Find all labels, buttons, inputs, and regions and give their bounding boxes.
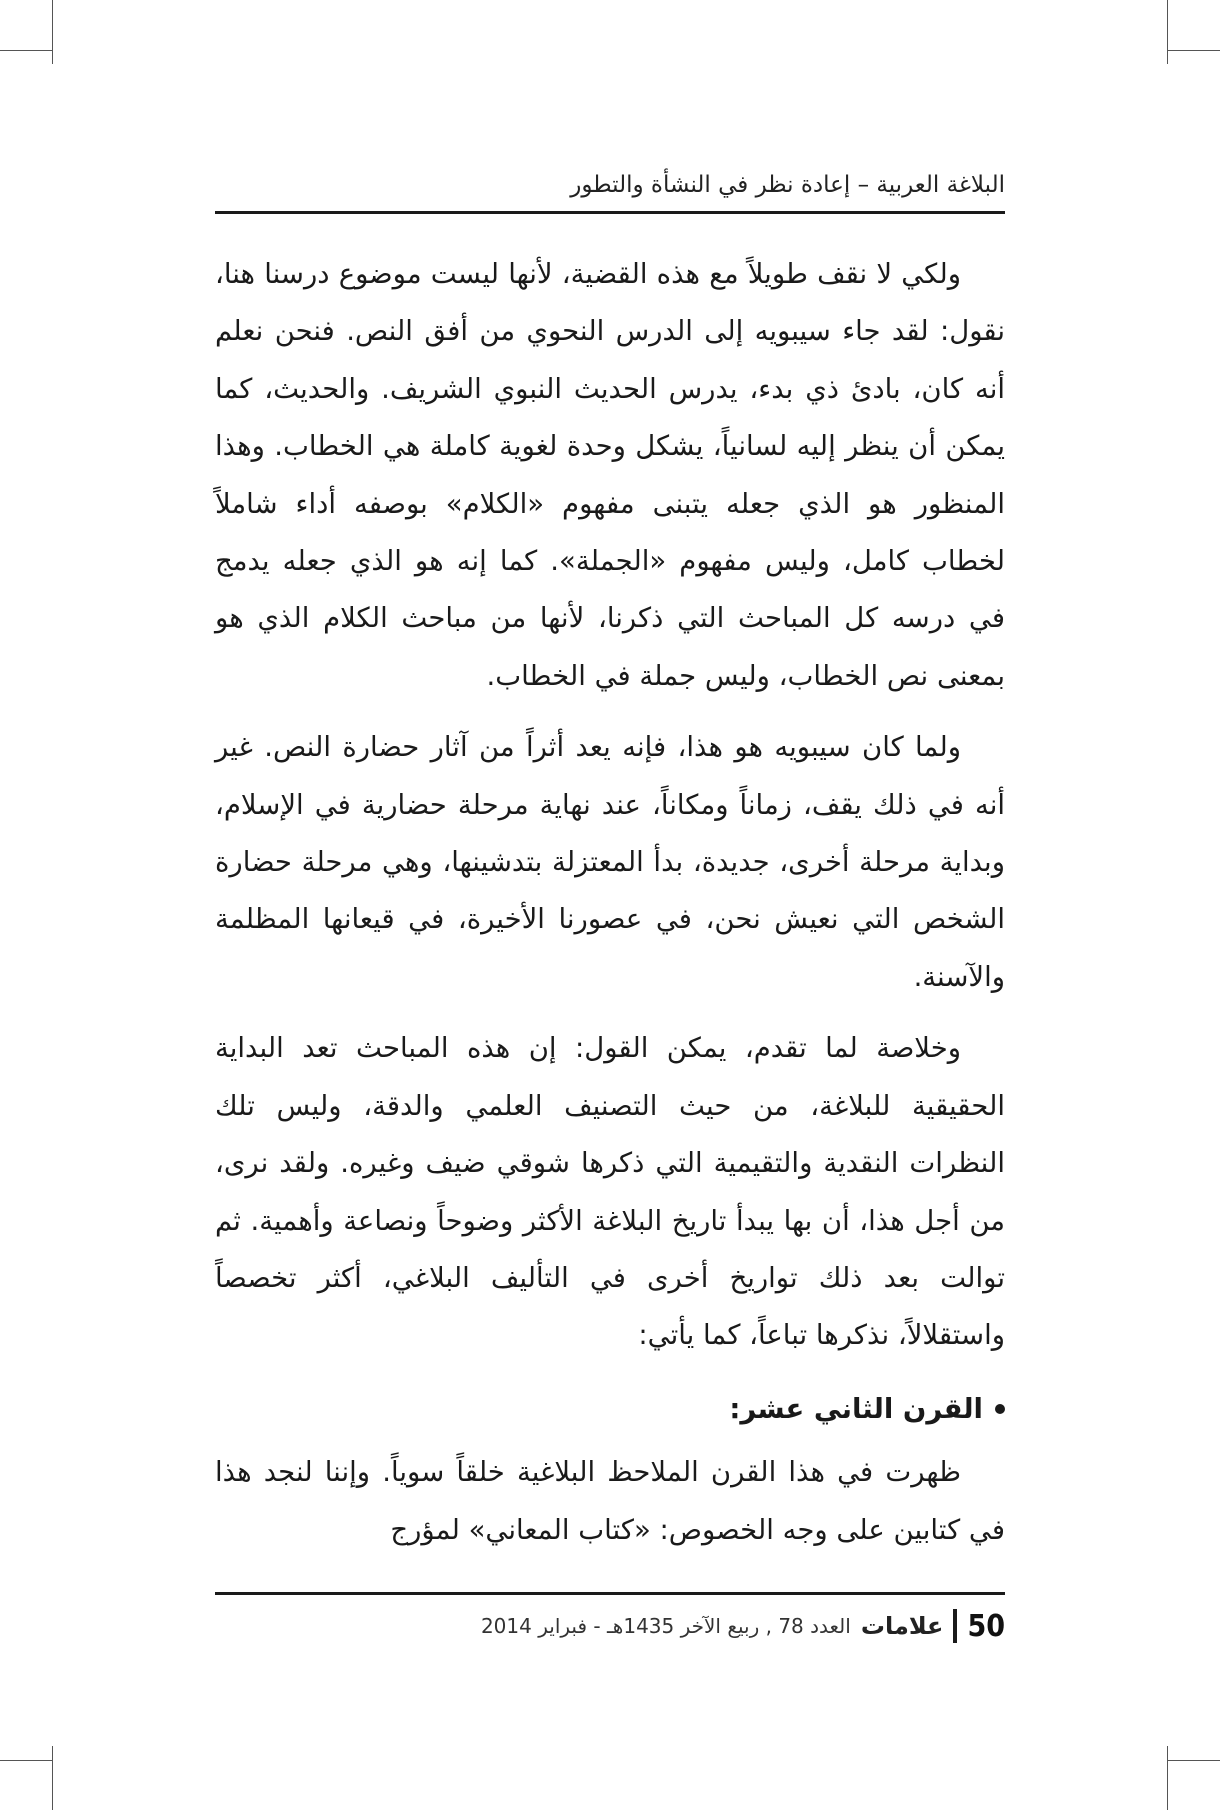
page-number: 50 [967, 1608, 1005, 1644]
paragraph: ولكي لا نقف طويلاً مع هذه القضية، لأنها ليست موضوع درسنا هنا، نقول: لقد جاء سيبويه إلى الدرس النحوي من أفق النص. فنحن نعلم أنه كان، بادئ ذي بدء، يدرس الحديث النبوي الشريف. والحديث، كما يمكن أن ينظر إليه لسانياً، يشكل وحدة لغوية كاملة هي الخطاب. وهذا المنظور هو الذي جعله يتبنى مفهوم «الكلام» بوصفه أداء شاملاً لخطاب كامل، وليس مفهوم «الجملة». كما إنه هو الذي جعله يدمج في درسه كل المباحث التي ذكرنا، لأنها من مباحث الكلام الذي هو بمعنى نص الخطاب، وليس جملة في الخطاب. [215, 258, 1005, 692]
crop-mark [52, 1746, 53, 1810]
journal-name: علامات [860, 1612, 944, 1640]
crop-mark [0, 1760, 52, 1761]
issue-info: العدد 78 , ربيع الآخر 1435هـ - فبراير 2014 [480, 1614, 851, 1638]
paragraph: وخلاصة لما تقدم، يمكن القول: إن هذه المباحث تعد البداية الحقيقية للبلاغة، من حيث التصنيف العلمي والدقة، وليس تلك النظرات النقدية والتقيمية التي ذكرها شوقي ضيف وغيره. ولقد نرى، من أجل هذا، أن بها يبدأ تاريخ البلاغة الأكثر وضوحاً ونصاعة وأهمية. ثم توالت بعد ذلك تواريخ أخرى في التأليف البلاغي، أكثر تخصصاً واستقلالاً، نذكرها تباعاً، كما يأتي: [215, 1032, 1005, 1352]
paragraph: ولما كان سيبويه هو هذا، فإنه يعد أثراً من آثار حضارة النص. غير أنه في ذلك يقف، زماناً ومكاناً، عند نهاية مرحلة حضارية في الإسلام، وبداية مرحلة أخرى، جديدة، بدأ المعتزلة بتدشينها، وهي مرحلة حضارة الشخص التي نعيش نحن، في عصورنا الأخيرة، في قيعانها المظلمة والآسنة. [215, 731, 1005, 993]
footer-rule [215, 1592, 1005, 1595]
section-heading [215, 1381, 1005, 1438]
crop-mark [1167, 0, 1168, 64]
section-heading-text: القرن الثاني عشر: [729, 1392, 983, 1425]
footer-divider [953, 1609, 957, 1643]
bullet-icon [995, 1404, 1005, 1414]
footer [215, 1603, 1005, 1649]
header-rule [215, 211, 1005, 214]
crop-mark [1168, 1760, 1220, 1761]
body-text [215, 246, 1005, 1559]
running-header: البلاغة العربية – إعادة نظر في النشأة والتطور [570, 172, 1005, 198]
crop-mark [52, 0, 53, 64]
crop-mark [0, 50, 52, 51]
crop-mark [1168, 50, 1220, 51]
crop-mark [1167, 1746, 1168, 1810]
paragraph: ظهرت في هذا القرن الملاحظ البلاغية خلقاً سوياً. وإننا لنجد هذا في كتابين على وجه الخصوص: «كتاب المعاني» لمؤرج [215, 1456, 1005, 1546]
